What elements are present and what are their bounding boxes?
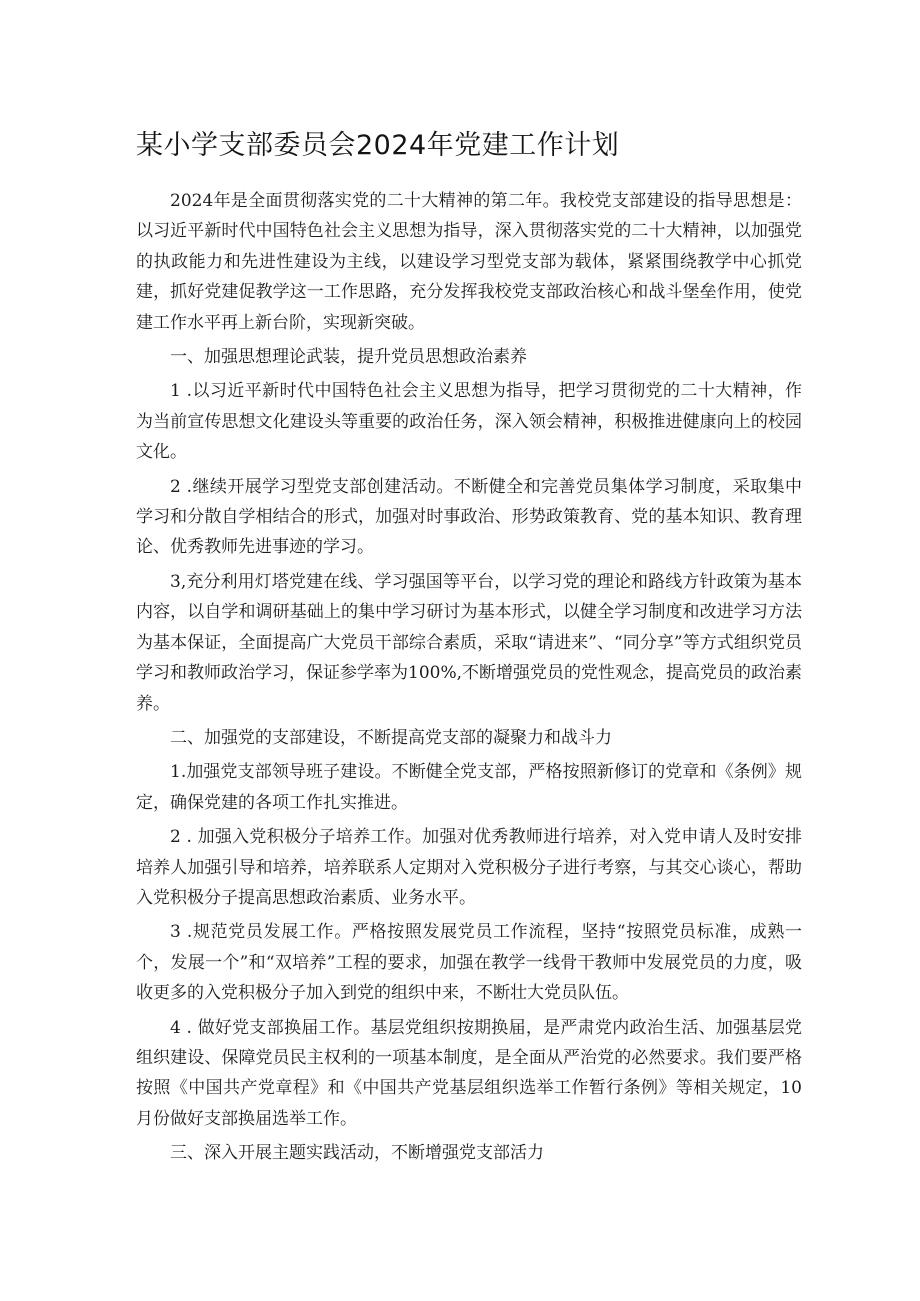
document-body bbox=[136, 186, 802, 1169]
section-2-item-4: 4 . 做好党支部换届工作。基层党组织按期换届，是严肃党内政治生活、加强基层党组织建设、保障党员民主权利的一项基本制度，是全面从严治党的必然要求。我们要严格按照《中国共产党章程》和《中国共产党基层组织选举工作暂行条例》等相关规定，10月份做好支部换届选举工作。 bbox=[136, 1017, 802, 1129]
section-2-item-1: 1.加强党支部领导班子建设。不断健全党支部，严格按照新修订的党章和《条例》规定，确保党建的各项工作扎实推进。 bbox=[136, 762, 802, 813]
section-2-item-2: 2 . 加强入党积极分子培养工作。加强对优秀教师进行培养，对入党申请人及时安排培养人加强引导和培养，培养联系人定期对入党积极分子进行考察，与其交心谈心，帮助入党积极分子提高思想政治素质、业务水平。 bbox=[136, 827, 802, 908]
section-2-item-3: 3 .规范党员发展工作。严格按照发展党员工作流程，坚持“按照党员标准，成熟一个，发展一个”和“双培养”工程的要求，加强在教学一线骨干教师中发展党员的力度，吸收更多的入党积极分子加入到党的组织中来，不断壮大党员队伍。 bbox=[136, 922, 802, 1004]
intro-paragraph: 2024年是全面贯彻落实党的二十大精神的第二年。我校党支部建设的指导思想是：以习近平新时代中国特色社会主义思想为指导，深入贯彻落实党的二十大精神，以加强党的执政能力和先进性建设为主线，以建设学习型党支部为载体，紧紧围绕教学中心抓党建，抓好党建促教学这一工作思路，充分发挥我校党支部政治核心和战斗堡垒作用，使党建工作水平再上新台阶，实现新突破。 bbox=[136, 191, 802, 333]
document-page bbox=[136, 128, 802, 1169]
section-heading-2: 二、加强党的支部建设，不断提高党支部的凝聚力和战斗力 bbox=[170, 727, 612, 748]
section-1-item-1: 1 .以习近平新时代中国特色社会主义思想为指导，把学习贯彻党的二十大精神，作为当前宣传思想文化建设头等重要的政治任务，深入领会精神，积极推进健康向上的校园文化。 bbox=[136, 381, 802, 463]
section-1-item-2: 2 .继续开展学习型党支部创建活动。不断健全和完善党员集体学习制度，采取集中学习和分散自学相结合的形式，加强对时事政治、形势政策教育、党的基本知识、教育理论、优秀教师先进事迹的学习。 bbox=[136, 476, 802, 558]
section-heading-1: 一、加强思想理论武装，提升党员思想政治素养 bbox=[170, 347, 527, 368]
section-1-item-3: 3,充分利用灯塔党建在线、学习强国等平台，以学习党的理论和路线方针政策为基本内容，以自学和调研基础上的集中学习研讨为基本形式，以健全学习制度和改进学习方法为基本保证，全面提高广大党员干部综合素质，采取“请进来”、“同分享”等方式组织党员学习和教师政治学习，保证参学率为100%,不断增强党员的党性观念，提高党员的政治素养。 bbox=[136, 571, 803, 714]
section-heading-3: 三、深入开展主题实践活动，不断增强党支部活力 bbox=[170, 1143, 544, 1164]
document-title: 某小学支部委员会2024年党建工作计划 bbox=[136, 130, 620, 161]
